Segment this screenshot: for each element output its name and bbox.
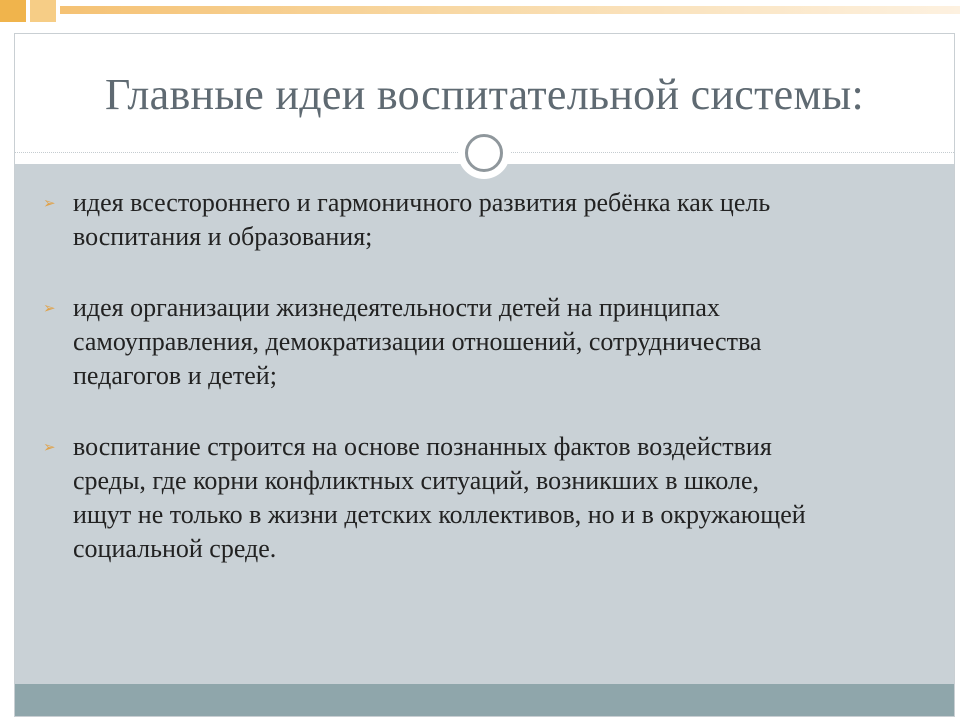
bullet-3-line-2: среды, где корни конфликтных ситуаций, возникших в школе,	[73, 466, 760, 495]
bullet-list	[43, 186, 933, 603]
bullet-item-1	[43, 186, 933, 254]
bullet-2-line-3: педагогов и детей;	[73, 361, 277, 390]
bullet-3-line-1: воспитание строится на основе познанных фактов воздействия	[73, 432, 772, 461]
bullet-2-line-2: самоуправления, демократизации отношений, сотрудничества	[73, 327, 762, 356]
deco-square-left	[0, 0, 26, 22]
bullet-item-3	[43, 430, 933, 566]
bullet-item-2	[43, 291, 933, 393]
deco-gradient-bar	[60, 6, 960, 14]
bullet-3-line-3: ищут не только в жизни детских коллективов, но и в окружающей	[73, 500, 806, 529]
bottom-band	[15, 684, 954, 717]
bullet-1-line-1: идея всестороннего и гармоничного развития ребёнка как цель	[73, 188, 771, 217]
bullet-3-line-4: социальной среде.	[73, 534, 277, 563]
arrowhead-bullet-icon: ➢	[43, 438, 56, 456]
arrowhead-bullet-icon: ➢	[43, 194, 56, 212]
top-decoration	[0, 0, 960, 22]
slide-frame	[14, 33, 955, 717]
deco-square-right	[30, 0, 56, 22]
page-title: Главные идеи воспитательной системы:	[104, 70, 865, 119]
bullet-1-line-2: воспитания и образования;	[73, 222, 373, 251]
ring-icon	[458, 127, 510, 179]
arrowhead-bullet-icon: ➢	[43, 299, 56, 317]
bullet-2-line-1: идея организации жизнедеятельности детей на принципах	[73, 293, 720, 322]
